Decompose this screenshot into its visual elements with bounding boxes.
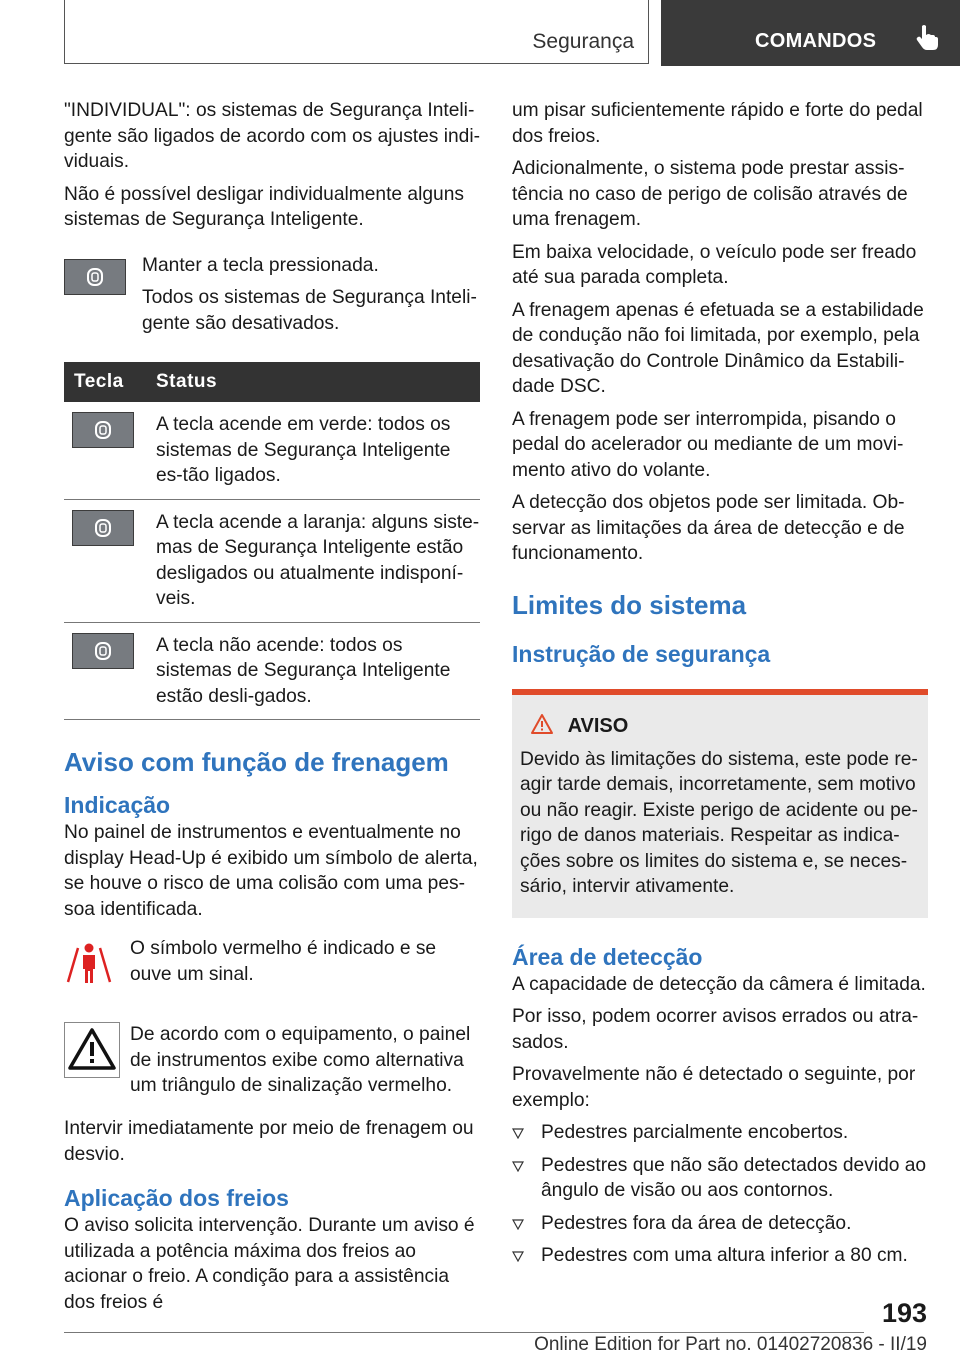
bullet-triangle-icon (512, 1250, 524, 1262)
key-instruction (64, 253, 481, 337)
table-cell-status: A tecla acende em verde: todos os sistemas de Segurança Inteligente es-tão ligados. (148, 402, 480, 499)
page-number: 193 (881, 1298, 927, 1328)
warning-title: AVISO (567, 715, 629, 737)
bullet-triangle-icon (512, 1127, 524, 1139)
bullet-triangle-icon (512, 1218, 524, 1230)
list-item-text: Pedestres que não são detectados devido ao ângulo de visão ou aos contornos. (541, 1154, 927, 1201)
paragraph-interrupt: A frenagem pode ser interrompida, pisando o pedal do acelerador ou mediante de um movi-mento ativo do volante. (512, 408, 904, 481)
safety-key-orange-icon (72, 510, 134, 546)
heading-brake-application: Aplicação dos freios (64, 1185, 289, 1211)
heading-indication: Indicação (64, 792, 171, 818)
heading-system-limits: Limites do sistema (512, 589, 747, 620)
heading-warning-braking: Aviso com função de frenagem (64, 747, 449, 777)
warning-triangle-small-icon (530, 713, 554, 741)
warning-heading (520, 713, 920, 741)
paragraph-pedal: um pisar suficientemente rápido e forte do pedal dos freios. (512, 100, 923, 147)
heading-detection-area: Área de detecção (512, 943, 703, 970)
paragraph-assistance: Adicionalmente, o sistema pode prestar assis-tência no caso de perigo de colisão através de uma frenagem. (512, 158, 908, 230)
table-header-status: Status (148, 362, 480, 402)
list-item (512, 1243, 928, 1269)
table-row (64, 499, 480, 622)
table-header-row (64, 362, 480, 402)
safety-key-button-icon (64, 259, 126, 295)
paragraph-indication: No painel de instrumentos e eventualmente no display Head-Up é exibido um símbolo de alerta, se houve o risco de uma colisão com uma pes-soa identificada. (64, 822, 478, 920)
key-text-hold: Manter a tecla pressionada. (142, 254, 379, 276)
paragraph-low-speed: Em baixa velocidade, o veículo pode ser freado até sua parada completa. (512, 241, 917, 288)
pointing-hand-icon (916, 24, 938, 52)
list-item (512, 1211, 928, 1237)
list-item-text: Pedestres parcialmente encobertos. (541, 1122, 849, 1143)
heading-safety-instruction: Instrução de segurança (512, 640, 771, 667)
pedestrian-symbol-text: O símbolo vermelho é indicado e se ouve um sinal. (130, 938, 437, 985)
list-item (512, 1120, 928, 1146)
header-chapter-label: COMANDOS (755, 30, 877, 52)
not-detected-list (512, 1120, 928, 1269)
table-row (64, 622, 480, 720)
paragraph-not-possible: Não é possível desligar individualmente alguns sistemas de Segurança Inteligente. (64, 183, 464, 230)
table-cell-status: A tecla acende a laranja: alguns siste-mas de Segurança Inteligente estão desligados ou atualmente indisponí-veis. (148, 499, 480, 622)
warning-triangle-icon (64, 1022, 120, 1078)
safety-key-green-icon (72, 412, 134, 448)
symbol-row-triangle (64, 1022, 481, 1106)
footer-edition: Online Edition for Part no. 01402720836 - II/19 (534, 1334, 927, 1355)
table-cell-status: A tecla não acende: todos os sistemas de Segurança Inteligente estão desli-gados. (148, 622, 480, 720)
paragraph-individual: "INDIVIDUAL": os sistemas de Segurança Inteli-gente são ligados de acordo com os ajustes indi-viduais. (64, 100, 480, 172)
left-column (64, 98, 481, 1322)
paragraph-camera-limited: A capacidade de detecção da câmera é limitada. (512, 973, 926, 995)
bullet-triangle-icon (512, 1160, 524, 1172)
list-item-text: Pedestres com uma altura inferior a 80 cm. (541, 1245, 908, 1266)
safety-key-off-icon (72, 633, 134, 669)
table-header-key: Tecla (64, 362, 148, 402)
pedestrian-warning-icon (64, 936, 114, 988)
right-column (512, 98, 928, 1276)
paragraph-brake-application: O aviso solicita intervenção. Durante um aviso é utilizada a potência máxima dos freios ao acionar o freio. A condição para a assistência dos freios é (64, 1215, 475, 1313)
warning-text: Devido às limitações do sistema, este pode re-agir tarde demais, incorretamente, sem motivo ou não reagir. Existe perigo de acidente ou pe-rigo de danos materiais. Respeitar as indica-ções sobre os limites do sistema e, se neces-sário, intervir ativamente. (520, 748, 918, 897)
key-status-table (64, 362, 480, 720)
header-chapter-tab (661, 0, 960, 66)
symbol-row-pedestrian (64, 936, 481, 1000)
table-row (64, 402, 480, 499)
footer-divider (64, 1332, 864, 1333)
paragraph-not-detected: Provavelmente não é detectado o seguinte, por exemplo: (512, 1064, 916, 1111)
key-text-deactivated: Todos os sistemas de Segurança Inteli-gente são desativados. (142, 287, 477, 334)
header-section-box (64, 0, 649, 64)
paragraph-stability: A frenagem apenas é efetuada se a estabilidade de condução não foi limitada, por exemplo, pela desativação do Controle Dinâmico da Estabili-dade DSC. (512, 299, 924, 397)
warning-box (512, 689, 928, 918)
paragraph-intervene: Intervir imediatamente por meio de frenagem ou desvio. (64, 1118, 474, 1165)
list-item-text: Pedestres fora da área de detecção. (541, 1212, 852, 1234)
triangle-symbol-text: De acordo com o equipamento, o painel de instrumentos exibe como alternativa um triângulo de sinalização vermelho. (130, 1024, 471, 1096)
paragraph-detection-limited: A detecção dos objetos pode ser limitada. Ob-servar as limitações da área de detecção e de funcionamento. (512, 492, 905, 564)
header-section-title: Segurança (532, 30, 634, 53)
paragraph-false-warnings: Por isso, podem ocorrer avisos errados ou atra-sados. (512, 1006, 919, 1053)
list-item (512, 1153, 928, 1204)
